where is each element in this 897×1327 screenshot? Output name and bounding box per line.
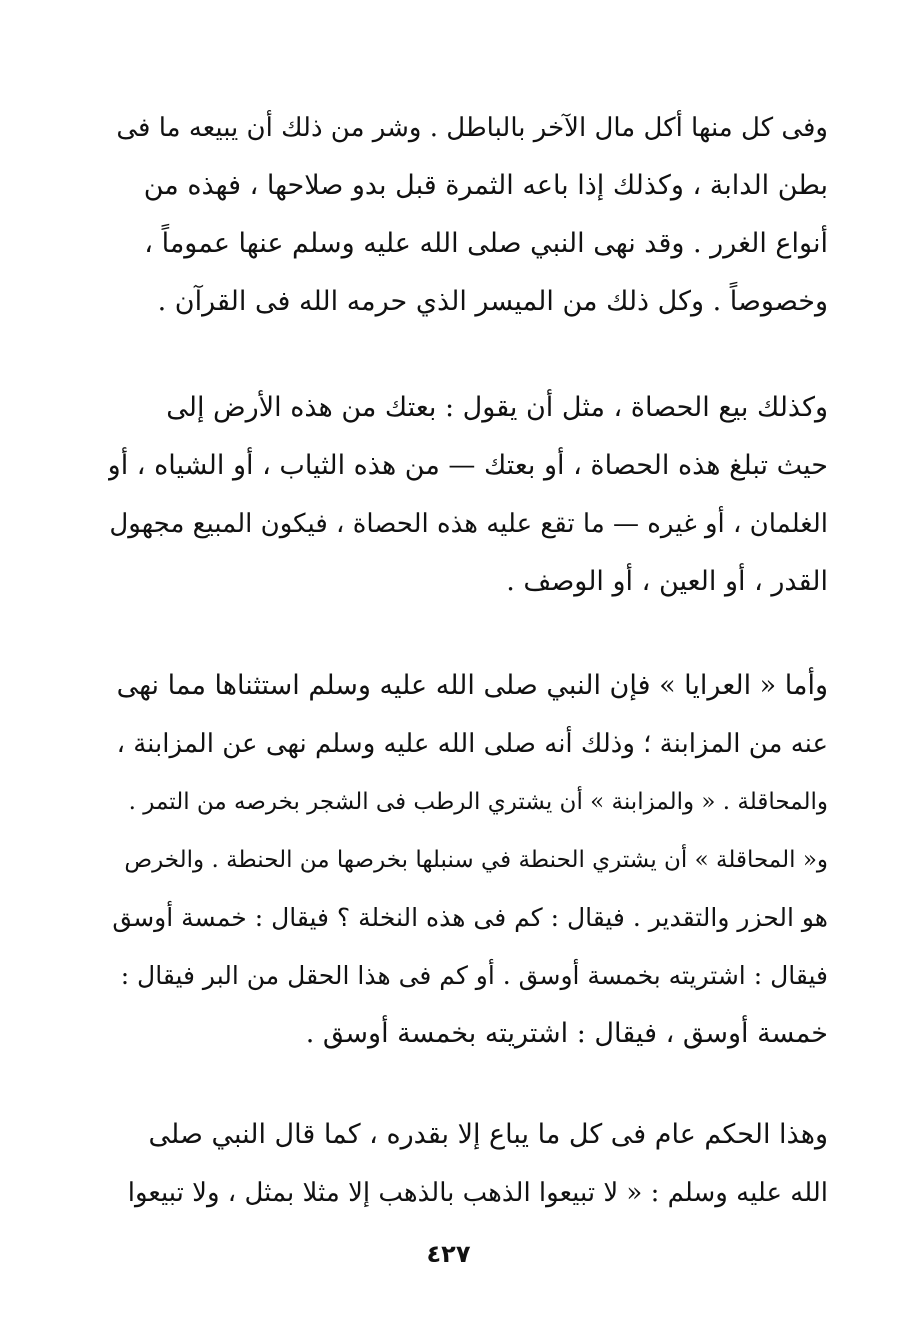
text-line: حيث تبلغ هذه الحصاة ، أو بعتك — من هذه الثياب ، أو الشياه ، أو bbox=[108, 450, 828, 481]
text-line: وخصوصاً . وكل ذلك من الميسر الذي حرمه الله فى القرآن . bbox=[157, 286, 828, 317]
text-line: فيقال : اشتريته بخمسة أوسق . أو كم فى هذا الحقل من البر فيقال : bbox=[120, 961, 828, 990]
text-line: الغلمان ، أو غيره — ما تقع عليه هذه الحصاة ، فيكون المبيع مجهول bbox=[109, 509, 828, 539]
paragraph-4 bbox=[108, 1106, 828, 1222]
text-line: الله عليه وسلم : « لا تبيعوا الذهب بالذهب إلا مثلا بمثل ، ولا تبيعوا bbox=[127, 1178, 828, 1208]
text-line: بطن الدابة ، وكذلك إذا باعه الثمرة قبل بدو صلاحها ، فهذه من bbox=[143, 170, 828, 201]
text-line: وكذلك بيع الحصاة ، مثل أن يقول : بعتك من هذه الأرض إلى bbox=[166, 392, 828, 423]
text-line: و« المحاقلة » أن يشتري الحنطة في سنبلها بخرصها من الحنطة . والخرص bbox=[124, 847, 828, 873]
text-line: عنه من المزابنة ؛ وذلك أنه صلى الله عليه وسلم نهى عن المزابنة ، bbox=[116, 729, 828, 759]
text-line: وهذا الحكم عام فى كل ما يباع إلا بقدره ، كما قال النبي صلى bbox=[148, 1119, 828, 1150]
text-line: هو الحزر والتقدير . فيقال : كم فى هذه النخلة ؟ فيقال : خمسة أوسق bbox=[112, 903, 828, 932]
paragraph-2 bbox=[108, 379, 828, 611]
text-line: وفى كل منها أكل مال الآخر بالباطل . وشر من ذلك أن يبيعه ما فى bbox=[116, 113, 828, 143]
text-line: والمحاقلة . « والمزابنة » أن يشتري الرطب فى الشجر بخرصه من التمر . bbox=[128, 789, 828, 815]
text-line: وأما « العرايا » فإن النبي صلى الله عليه وسلم استثناها مما نهى bbox=[116, 670, 828, 701]
page-number: ٤٢٧ bbox=[426, 1240, 471, 1268]
paragraph-3 bbox=[108, 657, 828, 1063]
text-line: أنواع الغرر . وقد نهى النبي صلى الله عليه وسلم عنها عموماً ، bbox=[144, 228, 828, 259]
text-line: خمسة أوسق ، فيقال : اشتريته بخمسة أوسق . bbox=[305, 1018, 828, 1049]
paragraph-1 bbox=[108, 99, 828, 331]
text-line: القدر ، أو العين ، أو الوصف . bbox=[506, 566, 828, 597]
